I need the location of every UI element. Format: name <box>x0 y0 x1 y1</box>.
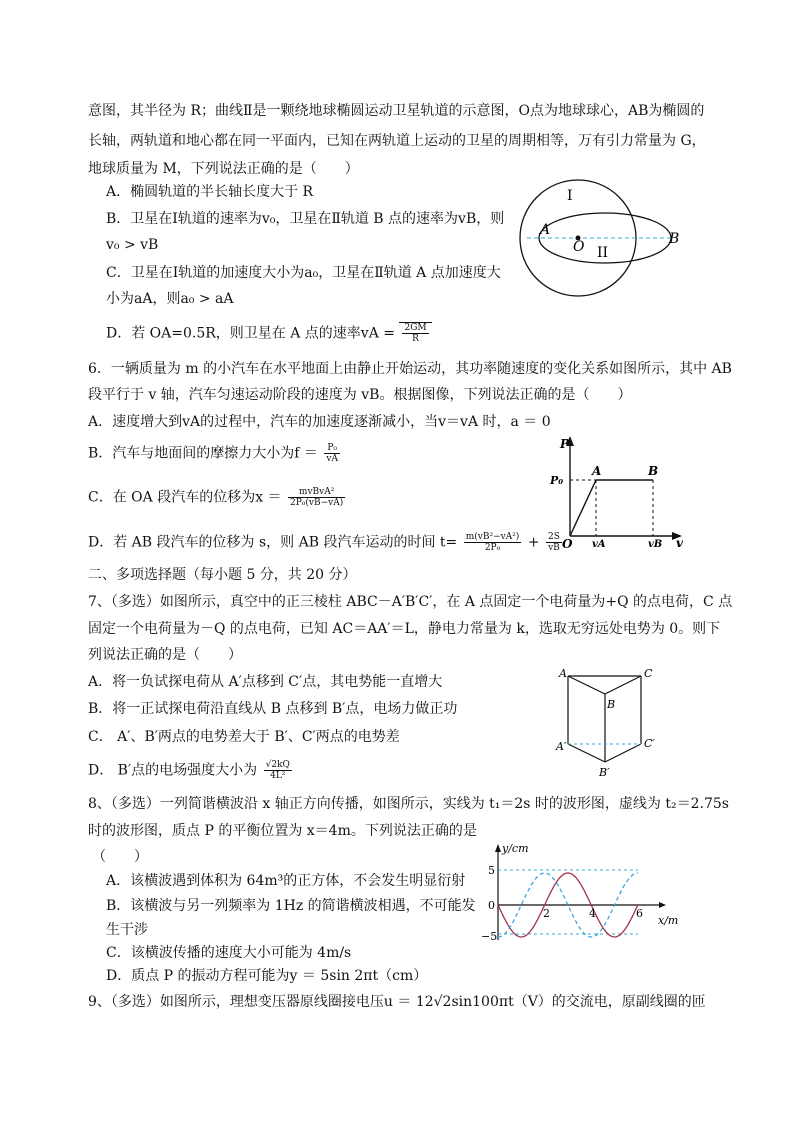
q5-label-I: I <box>567 188 573 204</box>
q6-label-v: v <box>676 536 683 550</box>
q5-option-b-line2: v₀ > vB <box>106 237 159 253</box>
q6-option-d-text: D．若 AB 段汽车的位移为 s，则 AB 段汽车运动的时间 t= <box>88 534 458 551</box>
q6-option-d-den2: vB <box>548 543 560 553</box>
q6-option-b-text: B．汽车与地面间的摩擦力大小为f ＝ <box>88 445 318 462</box>
q6-option-d-num2: 2S <box>547 532 560 542</box>
q8-y-tick-neg5: −5 <box>481 930 498 943</box>
q6-stem-line1: 6．一辆质量为 m 的小汽车在水平地面上由静止开始运动，其功率随速度的变化关系如图所示，其中 AB <box>88 361 732 377</box>
q9-stem-line1: 9、（多选）如图所示，理想变压器原线圈接电压u ＝ 12√2sin100πt（V）的交流电，原副线圈的匝 <box>88 994 706 1010</box>
q5-option-c-line2: 小为aA，则a₀ > aA <box>106 291 234 307</box>
q7-label-C: C <box>644 667 653 680</box>
q5-stem-line3: 地球质量为 M，下列说法正确的是（ ） <box>88 161 359 177</box>
q7-stem-line1: 7、（多选）如图所示，真空中的正三棱柱 ABC－A′B′C′，在 A 点固定一个电荷量为+Q 的点电荷，C 点 <box>88 594 733 610</box>
q5-option-d-sqrt <box>399 322 431 344</box>
q8-y-axis-label: y/cm <box>502 842 529 855</box>
q8-answer-paren: （ ） <box>92 849 148 865</box>
q5-orbit-figure <box>515 175 705 310</box>
q6-label-O: O <box>562 537 573 550</box>
q6-label-vA: vA <box>592 539 606 550</box>
q5-stem-line2: 长轴，两轨道和地心都在同一平面内，已知在两轨道上运动的卫星的周期相等，万有引力常量为 G， <box>88 133 706 149</box>
q7-option-d-text: D． B′点的电场强度大小为 <box>88 762 258 779</box>
q6-stem-line2: 段平行于 v 轴，汽车匀速运动阶段的速度为 vB。根据图像，下列说法正确的是（ ） <box>88 387 632 403</box>
q6-option-b-num: P₀ <box>324 443 340 454</box>
q5-label-II: II <box>597 245 609 261</box>
q7-label-A-prime: A′ <box>556 740 567 753</box>
q8-x-tick-6: 6 <box>636 907 643 920</box>
q8-option-b-line1: B．该横波与另一列频率为 1Hz 的简谐横波相遇，不可能发 <box>106 898 476 914</box>
q7-option-a: A．将一负试探电荷从 A′点移到 C′点，其电势能一直增大 <box>88 674 443 690</box>
q7-prism-figure <box>553 666 663 782</box>
q7-label-B: B <box>607 698 616 711</box>
q8-option-d: D．质点 P 的振动方程可能为y ＝ 5sin 2πt（cm） <box>106 968 428 984</box>
q5-stem-line1: 意图，其半径为 R；曲线Ⅱ是一颗绕地球椭圆运动卫星轨道的示意图，O点为地球球心，AB为椭圆的 <box>88 103 705 119</box>
q6-option-a: A．速度增大到vA的过程中，汽车的加速度逐渐减小，当v＝vA 时，a ＝ 0 <box>88 414 551 430</box>
q7-label-B-prime: B′ <box>599 766 610 779</box>
q5-option-a: A．椭圆轨道的半长轴长度大于 R <box>106 184 314 200</box>
q5-label-O: O <box>573 239 585 255</box>
q6-label-vB: vB <box>648 539 663 550</box>
q8-stem-line2: 时的波形图，质点 P 的平衡位置为 x＝4m。下列说法正确的是 <box>88 823 477 839</box>
q6-option-d-plus: + <box>527 534 540 551</box>
q7-label-A: A <box>559 667 567 680</box>
q5-label-A: A <box>540 222 551 238</box>
q7-option-d-den: 4L² <box>270 771 286 781</box>
q7-option-c: C． A′、B′两点的电势差大于 B′、C′两点的电势差 <box>88 729 400 745</box>
q6-option-d-den1: 2P₀ <box>484 543 501 553</box>
q7-option-d <box>88 760 294 781</box>
q5-label-B: B <box>669 231 680 247</box>
q8-x-axis-label: x/m <box>658 914 678 927</box>
q8-stem-line1: 8、（多选）一列简谐横波沿 x 轴正方向传播，如图所示，实线为 t₁＝2s 时的波形图，虚线为 t₂＝2.75s <box>88 796 729 812</box>
q8-y-tick-5: 5 <box>488 864 495 877</box>
q6-power-velocity-graph <box>548 432 688 550</box>
q7-stem-line2: 固定一个电荷量为－Q 的点电荷，已知 AC＝AA′＝L，静电力常量为 k，选取无穷远处电势为 0。则下 <box>88 621 721 637</box>
q5-option-d-den: R <box>412 334 419 344</box>
q6-label-A: A <box>592 464 602 478</box>
q6-option-c-den: 2P₀(vB−vA) <box>290 498 344 508</box>
q7-stem-line3: 列说法正确的是（ ） <box>88 647 242 663</box>
q5-option-d-text: D．若 OA=0.5R，则卫星在 A 点的速率vA = <box>106 325 396 342</box>
q6-option-c <box>88 487 347 508</box>
q5-option-b-line1: B．卫星在Ⅰ轨道的速率为v₀，卫星在Ⅱ轨道 B 点的速率为vB，则 <box>106 211 505 227</box>
q8-option-b-line2: 生干涉 <box>106 922 148 938</box>
q8-option-a: A．该横波遇到体积为 64m³的正方体，不会发生明显衍射 <box>106 873 466 889</box>
q5-option-c-line1: C．卫星在Ⅰ轨道的加速度大小为a₀，卫星在Ⅱ轨道 A 点加速度大 <box>106 265 501 281</box>
q6-option-d <box>88 532 564 553</box>
q7-option-b: B．将一正试探电荷沿直线从 B 点移到 B′点，电场力做正功 <box>88 701 458 717</box>
q6-option-c-num: mvBvA² <box>288 487 345 498</box>
q8-origin-label: 0 <box>488 899 495 912</box>
q6-option-b <box>88 443 342 464</box>
section-heading: 二、多项选择题（每小题 5 分，共 20 分） <box>88 567 357 583</box>
q6-label-P: P <box>560 437 570 451</box>
q6-label-B: B <box>648 464 659 478</box>
q8-x-tick-4: 4 <box>589 907 596 920</box>
q7-label-C-prime: C′ <box>644 737 655 750</box>
q5-option-d <box>106 322 432 344</box>
q6-option-b-den: vA <box>326 454 338 464</box>
q8-option-c: C．该横波传播的速度大小可能为 4m/s <box>106 945 352 961</box>
q6-option-c-text: C．在 OA 段汽车的位移为x ＝ <box>88 489 282 506</box>
q6-label-P0: P₀ <box>550 474 564 487</box>
q8-wave-graph <box>478 840 678 950</box>
q5-option-d-num: 2GM <box>404 323 427 333</box>
q6-option-d-num1: m(vB²−vA²) <box>465 532 520 542</box>
q7-option-d-num: √2kQ <box>265 760 290 770</box>
q8-x-tick-2: 2 <box>543 907 550 920</box>
